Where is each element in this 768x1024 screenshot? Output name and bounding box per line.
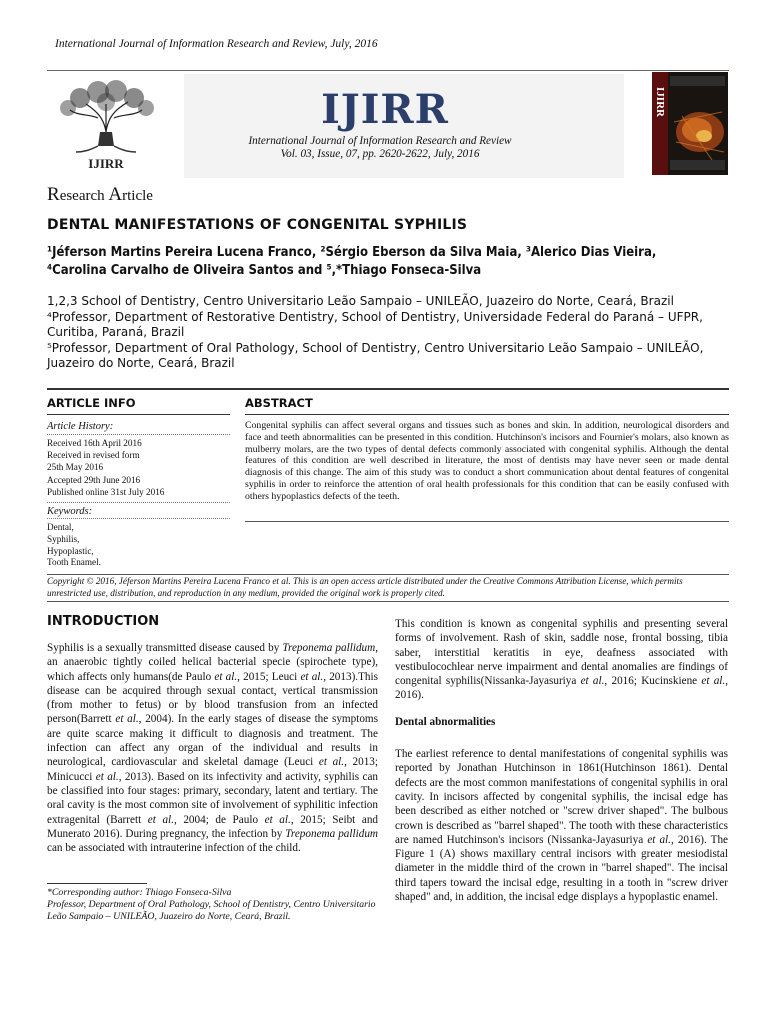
keyword: Tooth Enamel. <box>47 557 101 568</box>
header-divider <box>47 70 729 71</box>
affiliation-3: ⁵Professor, Department of Oral Pathology, School of Dentistry, Centro Universitario Leão Sampaio – UNILEÃO, Juazeiro do Norte, Ceará, Brazil <box>47 340 704 371</box>
introduction-heading: INTRODUCTION <box>47 614 160 629</box>
article-info-rule <box>47 414 230 415</box>
copyright-bottom-rule <box>47 601 729 602</box>
journal-brand: IJIRR <box>321 86 449 133</box>
body-column-right <box>395 617 728 904</box>
corresponding-author-footnote: *Corresponding author: Thiago Fonseca-Silva Professor, Department of Oral Pathology, School of Dentistry, Centro Universitario Leão Sampaio – UNILEÃO, Juazeiro do Norte, Ceará, Brazil. <box>47 887 376 922</box>
copyright-notice: Copyright © 2016, Jéferson Martins Pereira Lucena Franco et al. This is an open access article distributed under the Creative Commons Attribution License, which permits unrestricted use, distribution, and reproduction in any medium, provided the original work is properly cited. <box>47 576 683 598</box>
affiliation-2: ⁴Professor, Department of Restorative Dentistry, School of Dentistry, Universidade Federal do Paraná – UFPR, Curitiba, Paraná, Brazil <box>47 309 703 340</box>
affiliation-1: 1,2,3 School of Dentistry, Centro Universitario Leão Sampaio – UNILEÃO, Juazeiro do Norte, Ceará, Brazil <box>47 294 674 308</box>
keyword: Hypoplastic, <box>47 545 94 556</box>
paragraph: Syphilis is a sexually transmitted disease caused by Treponema pallidum, an anaerobic tightly coiled helical bacterial specie (spirochete type), which affects only humans(de Paulo et al., 2015; Leuci et al., 2013).This disease can be acquired through sexual contact, vertical transmission (from mother to fetus) or by blood transfusion from an infected person(Barrett et al., 2004). In the early stages of disease the symptoms are quite scarce making it difficult to diagnosis and treatment. The infection can affect any organ of the individual and results in neurological, cardiovascular and skeletal damage (Leuci et al., 2013; Minicucci et al., 2013). Based on its infectivity and activity, syphilis can be classified into four stages: primary, secondary, latent and tertiary. The oral cavity is the most common site of involvement of syphilitic infection extragenital (Barrett et al., 2004; de Paulo et al., 2015; Seibt and Munerato 2016). During pregnancy, the infection by Treponema pallidum can be associated with intrauterine infection of the child. <box>47 642 379 855</box>
abstract-rule <box>245 414 729 415</box>
section-divider <box>47 388 729 390</box>
journal-citation: International Journal of Information Research and Review Vol. 03, Issue, 07, pp. 2620-2622, July, 2016 <box>248 135 512 160</box>
history-label: Article History: <box>47 421 114 432</box>
article-title: DENTAL MANIFESTATIONS OF CONGENITAL SYPHILIS <box>47 217 468 233</box>
keyword: Syphilis, <box>47 533 80 544</box>
dental-abnormalities-heading: Dental abnormalities <box>395 715 496 728</box>
dotted-divider <box>47 502 230 503</box>
article-type: Research Article <box>47 184 153 205</box>
dotted-divider <box>47 518 230 519</box>
footnote-rule <box>47 883 147 884</box>
paragraph: The earliest reference to dental manifestations of congenital syphilis was reported by Jonathan Hutchinson in 1861(Hutchinson 1861). Dental defects are the most common manifestations of congenital syphilis in oral cavity. In incisors affected by congenital syphilis, the incisal edge has been described as either notched or "screw driver shaped". The bulbous crown is described as "barrel shaped". The tooth with these characteristics are named Hutchinson's incisors (Nissanka-Jayasuriya et al., 2016). The Figure 1 (A) shows maxillary central incisors with greater mesiodistal diameter in the middle third of the crown in "barrel shaped". The incisal third tapers toward the incisal edge, resulting in a tooth in "screw driver shaped" and, in addition, the incisal edge displays a hypoplastic enamel. <box>395 748 729 904</box>
abstract-heading: ABSTRACT <box>245 396 313 410</box>
abstract-text: Congenital syphilis can affect several organs and tissues such as bones and skin. In addition, neurological disorders and face and teeth abnormalities can be presented in this condition. Hutchinson's incisors and Fournier's molars, also known as mulberry molars, are the two types of dental defects commonly associated with congenital syphilis. Although the dental features of this condition are well described in literature, the most of dentists may have never seen or made dental diagnosis of this change. The aim of this study was to conduct a short communication about dental features of congenital syphilis in order to reinforce the attention of oral health professionals for this condition that can be easily confused with others hypoplastics defects of the teeth. <box>245 420 729 502</box>
journal-cover-image <box>652 72 728 175</box>
body-column-left <box>47 641 378 855</box>
article-info-heading: ARTICLE INFO <box>47 396 136 410</box>
tree-logo-icon <box>50 74 162 174</box>
keyword-list <box>47 522 101 569</box>
svg-text:IJIRR: IJIRR <box>654 87 666 117</box>
author-list: ¹Jéferson Martins Pereira Lucena Franco, ²Sérgio Eberson da Silva Maia, ³Alerico Dias Vieira, ⁴Carolina Carvalho de Oliveira Santos and ⁵,*Thiago Fonseca-Silva <box>47 245 657 278</box>
article-history: Received 16th April 2016 Received in revised form 25th May 2016 Accepted 29th June 2016 Published online 31st July 2016 <box>47 438 165 497</box>
keywords-label: Keywords: <box>47 506 93 517</box>
dotted-divider <box>47 434 230 435</box>
journal-running-head: International Journal of Information Research and Review, July, 2016 <box>55 38 378 50</box>
abstract-bottom-rule <box>245 521 729 522</box>
svg-text:IJIRR: IJIRR <box>88 156 124 171</box>
affiliations <box>47 294 737 372</box>
paragraph: This condition is known as congenital syphilis and presenting several forms of involvement. Rash of skin, saddle nose, frontal bossing, tibia saber, interstitial keratitis in eye, deafness associated with vestibulocochlear nerve impairment and dental anomalies are findings of congenital syphilis(Nissanka-Jayasuriya et al., 2016; Kucinskiene et al., 2016). <box>395 618 728 702</box>
keyword: Dental, <box>47 522 74 532</box>
